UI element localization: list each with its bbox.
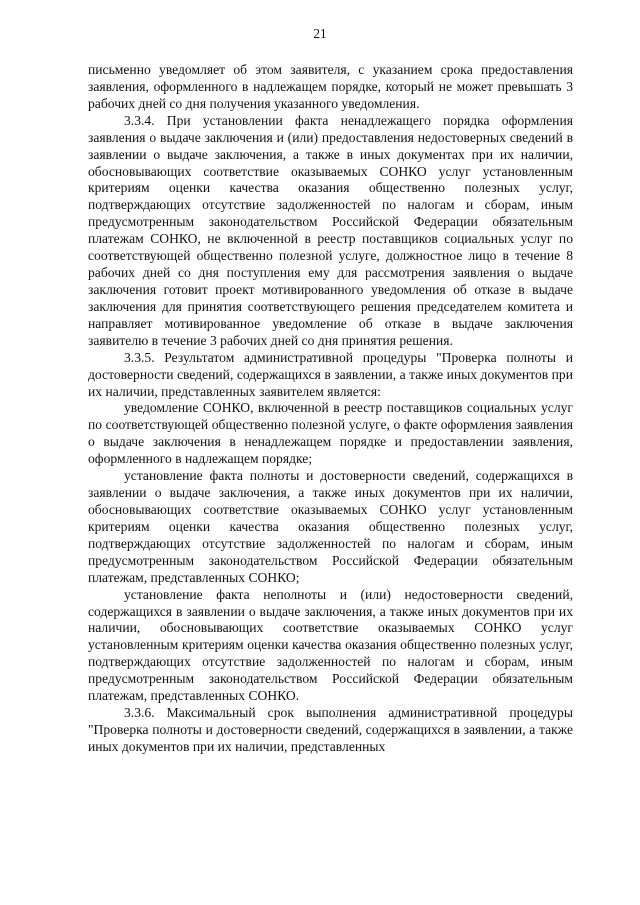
document-body bbox=[88, 62, 573, 756]
list-item-completeness: установление факта полноты и достоверности сведений, содержащихся в заявлении о выдаче заключения, а также иных документов при их наличии, обосновывающих соответствие оказываемых СОНКО услуг установленным критериям оценки качества оказания общественно полезных услуг, подтверждающих отсутствие задолженностей по налогам и сборам, иным предусмотренным законодательством Российской Федерации обязательным платежам, представленных СОНКО; bbox=[88, 468, 573, 585]
page-number: 21 bbox=[313, 26, 327, 41]
list-item-notification: уведомление СОНКО, включенной в реестр поставщиков социальных услуг по соответствующей общественно полезной услуге, о факте оформления заявления о выдаче заключения в ненадлежащем порядке и предоставлении заявления, оформленного в надлежащем порядке; bbox=[88, 400, 573, 467]
paragraph-3-3-4: 3.3.4. При установлении факта ненадлежащего порядка оформления заявления о выдаче заключения и (или) предоставления недостоверных сведений в заявлении о выдаче заключения, а также в иных документах при их наличии, обосновывающих соответствие оказываемых СОНКО услуг установленным критериям оценки качества оказания общественно полезных услуг, подтверждающих отсутствие задолженностей по налогам и сборам, иным предусмотренным законодательством Российской Федерации обязательным платежам СОНКО, не включенной в реестр поставщиков социальных услуг по соответствующей общественно полезной услуге, должностное лицо в течение 8 рабочих дней со дня поступления ему для рассмотрения заявления о выдаче заключения готовит проект мотивированного уведомления об отказе в выдаче заключения для принятия соответствующего решения председателем комитета и направляет мотивированное уведомление об отказе в выдаче заключения заявителю в течение 3 рабочих дней со дня принятия решения. bbox=[88, 112, 573, 348]
paragraph-continuation: письменно уведомляет об этом заявителя, с указанием срока предоставления заявления, оформленного в надлежащем порядке, который не может превышать 3 рабочих дней со дня получения указанного уведомления. bbox=[88, 62, 573, 111]
paragraph-3-3-5: 3.3.5. Результатом административной процедуры "Проверка полноты и достоверности сведений, содержащихся в заявлении, а также иных документов при их наличии, представленных заявителем является: bbox=[88, 349, 573, 399]
paragraph-3-3-6: 3.3.6. Максимальный срок выполнения административной процедуры "Проверка полноты и достоверности сведений, содержащихся в заявлении, а также иных документов при их наличии, представленных bbox=[88, 705, 573, 754]
list-item-incompleteness: установление факта неполноты и (или) недостоверности сведений, содержащихся в заявлении о выдаче заключения, а также иных документов при их наличии, обосновывающих соответствие оказываемых СОНКО услуг установленным критериям оценки качества оказания общественно полезных услуг, подтверждающих отсутствие задолженностей по налогам и сборам, иным предусмотренным законодательством Российской Федерации обязательным платежам, представленных СОНКО. bbox=[88, 586, 573, 704]
